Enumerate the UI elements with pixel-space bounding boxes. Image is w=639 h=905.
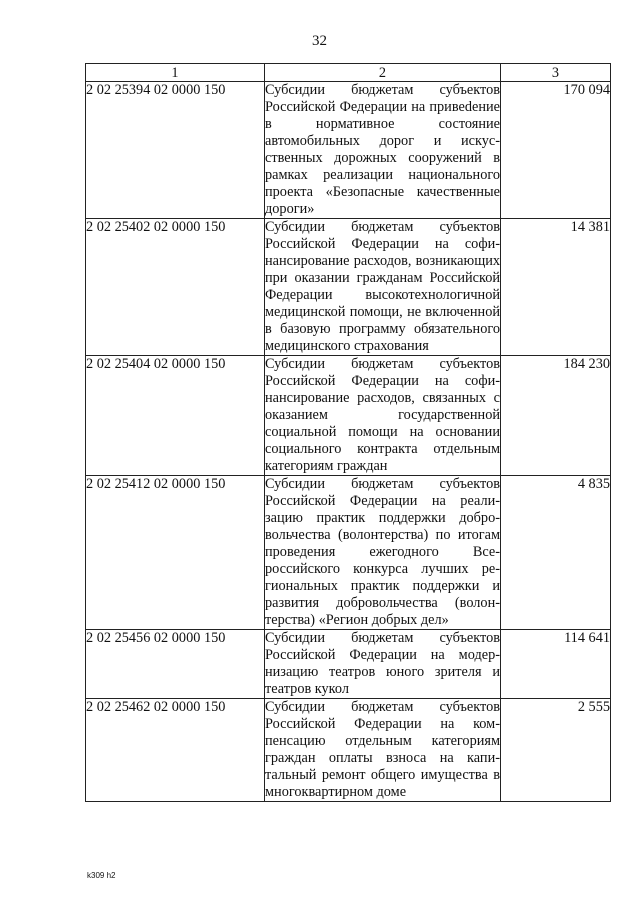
table-header [86, 64, 611, 82]
amount-cell: 4 835 [501, 476, 611, 630]
amount-cell: 2 555 [501, 699, 611, 802]
table-header-row [86, 64, 611, 82]
budget-table [85, 63, 611, 802]
table-row [86, 219, 611, 356]
table-row [86, 82, 611, 219]
amount-cell: 14 381 [501, 219, 611, 356]
description-cell: Субсидии бюджетам субъектов Российской Федерации на модернизацию театров юного зрителя и театров кукол [265, 630, 500, 697]
amount-cell: 170 094 [501, 82, 611, 219]
description-cell: Субсидии бюджетам субъектов Российской Федерации на компенсацию отдельным категориям граждан оплаты взноса на капитальный ремонт общего имущества в многоквартирном доме [265, 699, 500, 800]
column-header-code: 1 [86, 64, 265, 82]
budget-code-cell: 2 02 25402 02 0000 150 [86, 219, 265, 356]
table-row [86, 476, 611, 630]
description-cell: Субсидии бюджетам субъектов Российской Федерации на софинансирование расходов, связанных с оказанием государственной социальной помощи на основании социального контракта отдельным категориям граждан [265, 356, 500, 474]
page-number: 32 [312, 33, 327, 49]
budget-code-cell: 2 02 25456 02 0000 150 [86, 630, 265, 699]
column-header-amount: 3 [501, 64, 611, 82]
amount-cell: 184 230 [501, 356, 611, 476]
description-cell: Субсидии бюджетам субъектов Российской Федерации на привеdение в нормативное состояние автомобильных дорог и искусственных дорожных сооружений в рамках реализации национального проекта «Безопасные качественные дороги» [265, 82, 500, 217]
amount-cell: 114 641 [501, 630, 611, 699]
table-row [86, 356, 611, 476]
table-row [86, 630, 611, 699]
budget-code-cell: 2 02 25404 02 0000 150 [86, 356, 265, 476]
column-header-description: 2 [265, 64, 501, 82]
document-code: k309 h2 [87, 871, 116, 880]
budget-code-cell: 2 02 25412 02 0000 150 [86, 476, 265, 630]
budget-code-cell: 2 02 25394 02 0000 150 [86, 82, 265, 219]
table-body [86, 82, 611, 802]
budget-code-cell: 2 02 25462 02 0000 150 [86, 699, 265, 802]
description-cell: Субсидии бюджетам субъектов Российской Федерации на реализацию практик поддержки добровольчества (волонтерства) по итогам проведения ежегодного Всероссийского конкурса лучших региональных практик поддержки и развития добровольчества (волонтерства) «Регион добрых дел» [265, 476, 500, 628]
description-cell: Субсидии бюджетам субъектов Российской Федерации на софинансирование расходов, возникающих при оказании гражданам Российской Федерации высокотехнологичной медицинской помощи, не включенной в базовую программу обязательного медицинского страхования [265, 219, 500, 354]
table-row [86, 699, 611, 802]
